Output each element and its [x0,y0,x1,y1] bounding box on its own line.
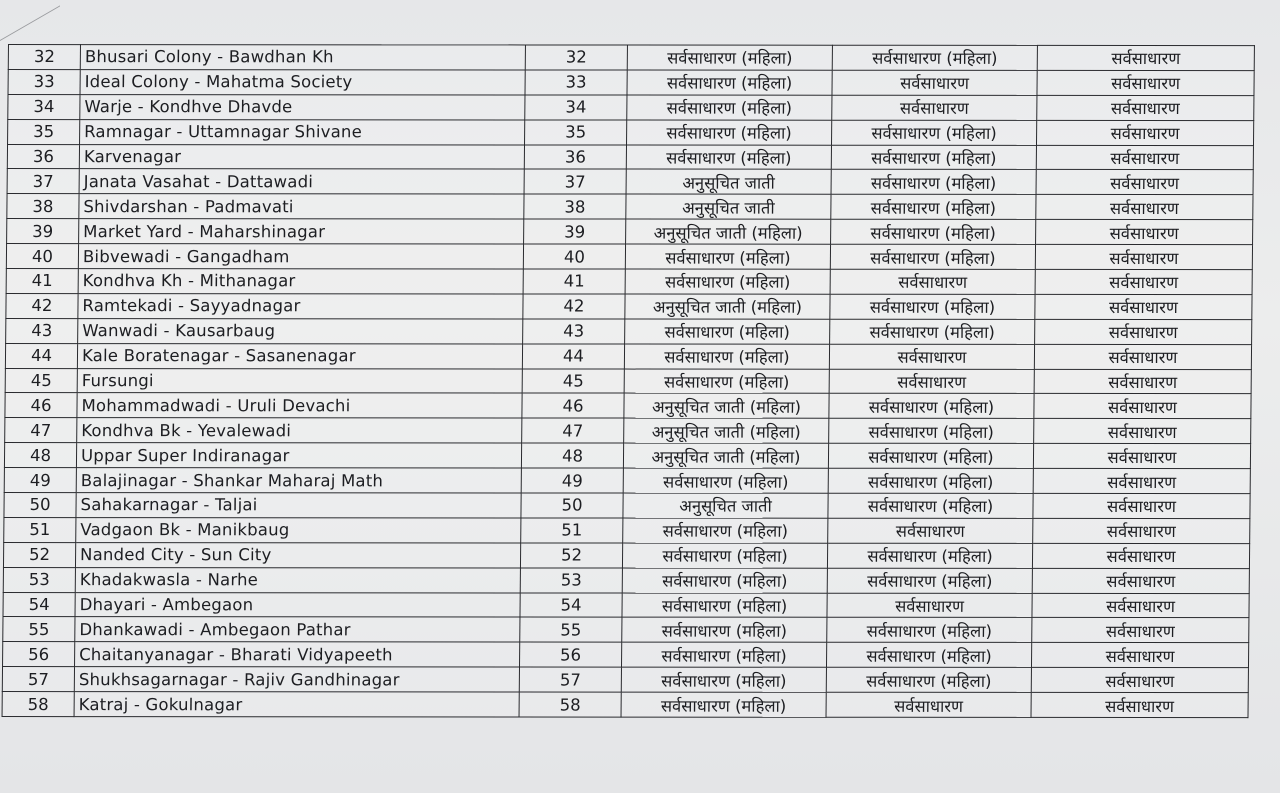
ward-name-cell: Ideal Colony - Mahatma Society [80,69,525,94]
ward-name-cell: Nanded City - Sun City [75,542,520,567]
reservation-category-b-cell: सर्वसाधारण (महिला) [828,493,1033,518]
reservation-category-c-cell: सर्वसाधारण [1036,195,1253,220]
table-row [5,393,1251,419]
reservation-category-c-cell: सर्वसाधारण [1033,469,1250,494]
serial-number-cell: 43 [6,318,78,343]
reservation-category-c-cell: सर्वसाधारण [1033,444,1250,469]
serial-number-cell: 40 [6,244,78,269]
reservation-category-c-cell: सर्वसाधारण [1032,568,1249,593]
ward-number-cell: 47 [522,418,624,443]
ward-number-cell: 32 [525,45,627,70]
ward-name-cell: Dhankawadi - Ambegaon Pathar [75,617,520,642]
ward-number-cell: 42 [523,294,625,319]
ward-name-cell: Karvenagar [79,144,524,169]
table-row [8,94,1254,120]
reservation-category-c-cell: सर्वसाधारण [1035,319,1252,344]
ward-number-cell: 35 [525,120,627,145]
reservation-category-b-cell: सर्वसाधारण (महिला) [826,668,1031,693]
reservation-category-a-cell: सर्वसाधारण (महिला) [622,543,827,568]
reservation-category-b-cell: सर्वसाधारण (महिला) [827,618,1032,643]
reservation-category-a-cell: अनुसूचित जाती [626,169,831,194]
reservation-category-a-cell: सर्वसाधारण (महिला) [624,369,829,394]
reservation-category-c-cell: सर्वसाधारण [1036,145,1253,170]
document-sheet [1,44,1260,739]
ward-number-cell: 38 [524,194,626,219]
ward-number-cell: 40 [523,244,625,269]
reservation-category-b-cell: सर्वसाधारण (महिला) [830,244,1035,269]
table-row [8,45,1254,71]
reservation-category-a-cell: सर्वसाधारण (महिला) [622,568,827,593]
reservation-category-a-cell: सर्वसाधारण (महिला) [622,593,827,618]
ward-number-cell: 44 [522,344,624,369]
ward-name-cell: Katraj - Gokulnagar [74,692,519,717]
table-row [7,219,1253,245]
reservation-category-b-cell: सर्वसाधारण (महिला) [831,195,1036,220]
reservation-category-a-cell: सर्वसाधारण (महिला) [624,344,829,369]
reservation-category-c-cell: सर्वसाधारण [1031,693,1248,718]
reservation-category-a-cell: सर्वसाधारण (महिला) [623,468,828,493]
ward-number-cell: 43 [523,319,625,344]
table-row [3,567,1249,593]
ward-name-cell: Sahakarnagar - Taljai [76,493,521,518]
ward-number-cell: 58 [519,692,621,717]
table-row [6,269,1252,295]
reservation-category-c-cell: सर्वसाधारण [1036,220,1253,245]
serial-number-cell: 50 [4,493,76,518]
reservation-category-b-cell: सर्वसाधारण (महिला) [831,170,1036,195]
serial-number-cell: 37 [7,169,79,194]
reservation-category-c-cell: सर्वसाधारण [1034,344,1251,369]
ward-number-cell: 48 [521,443,623,468]
ward-name-cell: Vadgaon Bk - Manikbaug [76,518,521,543]
reservation-category-a-cell: अनुसूचित जाती (महिला) [624,394,829,419]
serial-number-cell: 57 [2,667,74,692]
ward-name-cell: Kondhva Kh - Mithanagar [78,269,523,294]
table-row [3,542,1249,568]
reservation-category-c-cell: सर्वसाधारण [1037,70,1254,95]
serial-number-cell: 44 [5,343,77,368]
reservation-category-a-cell: अनुसूचित जाती (महिला) [624,418,829,443]
serial-number-cell: 32 [8,45,80,70]
serial-number-cell: 55 [3,617,75,642]
reservation-category-b-cell: सर्वसाधारण (महिला) [827,543,1032,568]
ward-name-cell: Wanwadi - Kausarbaug [78,318,523,343]
reservation-category-c-cell: सर्वसाधारण [1037,45,1254,70]
ward-name-cell: Warje - Kondhve Dhavde [80,94,525,119]
serial-number-cell: 48 [4,443,76,468]
reservation-category-a-cell: सर्वसाधारण (महिला) [621,642,826,667]
reservation-category-a-cell: सर्वसाधारण (महिला) [627,120,832,145]
reservation-category-b-cell: सर्वसाधारण [832,70,1037,95]
reservation-category-b-cell: सर्वसाधारण (महिला) [831,145,1036,170]
reservation-category-c-cell: सर्वसाधारण [1032,593,1249,618]
ward-number-cell: 57 [519,667,621,692]
reservation-category-a-cell: सर्वसाधारण (महिला) [627,70,832,95]
ward-name-cell: Ramtekadi - Sayyadnagar [78,293,523,318]
reservation-category-c-cell: सर्वसाधारण [1031,643,1248,668]
reservation-category-a-cell: अनुसूचित जाती (महिला) [626,219,831,244]
table-row [5,343,1251,369]
ward-name-cell: Balajinagar - Shankar Maharaj Math [76,468,521,493]
serial-number-cell: 51 [4,517,76,542]
serial-number-cell: 52 [3,542,75,567]
table-row [6,244,1252,270]
reservation-category-c-cell: सर्वसाधारण [1035,245,1252,270]
ward-name-cell: Dhayari - Ambegaon [75,592,520,617]
reservation-category-c-cell: सर्वसाधारण [1035,294,1252,319]
table-row [4,443,1250,469]
table-row [7,194,1253,220]
ward-name-cell: Kondhva Bk - Yevalewadi [77,418,522,443]
reservation-category-b-cell: सर्वसाधारण (महिला) [829,419,1034,444]
reservation-category-a-cell: अनुसूचित जाती (महिला) [623,443,828,468]
ward-number-cell: 50 [521,493,623,518]
reservation-category-b-cell: सर्वसाधारण (महिला) [827,568,1032,593]
ward-number-cell: 51 [521,518,623,543]
ward-name-cell: Mohammadwadi - Uruli Devachi [77,393,522,418]
ward-name-cell: Market Yard - Maharshinagar [79,219,524,244]
table-row [4,517,1250,543]
ward-name-cell: Bhusari Colony - Bawdhan Kh [80,45,525,70]
table-row [4,493,1250,519]
ward-number-cell: 37 [524,169,626,194]
reservation-category-b-cell: सर्वसाधारण [829,344,1034,369]
reservation-category-b-cell: सर्वसाधारण [826,692,1031,717]
serial-number-cell: 34 [8,94,80,119]
reservation-category-b-cell: सर्वसाधारण (महिला) [829,394,1034,419]
serial-number-cell: 54 [3,592,75,617]
table-row [8,119,1254,145]
ward-name-cell: Janata Vasahat - Dattawadi [79,169,524,194]
reservation-category-c-cell: सर्वसाधारण [1033,518,1250,543]
reservation-category-b-cell: सर्वसाधारण [829,369,1034,394]
serial-number-cell: 33 [8,69,80,94]
reservation-category-a-cell: सर्वसाधारण (महिला) [627,95,832,120]
ward-name-cell: Uppar Super Indiranagar [76,443,521,468]
ward-reservation-table [2,44,1255,718]
reservation-category-a-cell: सर्वसाधारण (महिला) [626,145,831,170]
serial-number-cell: 36 [7,144,79,169]
table-row [7,169,1253,195]
reservation-category-b-cell: सर्वसाधारण [827,593,1032,618]
ward-number-cell: 54 [520,593,622,618]
reservation-category-b-cell: सर्वसाधारण (महिला) [832,120,1037,145]
table-row [7,144,1253,170]
reservation-category-c-cell: सर्वसाधारण [1034,419,1251,444]
table-row [2,667,1248,693]
reservation-category-c-cell: सर्वसाधारण [1037,95,1254,120]
reservation-category-b-cell: सर्वसाधारण (महिला) [832,45,1037,70]
reservation-category-a-cell: सर्वसाधारण (महिला) [621,667,826,692]
reservation-category-c-cell: सर्वसाधारण [1035,269,1252,294]
reservation-category-c-cell: सर्वसाधारण [1032,618,1249,643]
reservation-category-b-cell: सर्वसाधारण [832,95,1037,120]
serial-number-cell: 35 [8,119,80,144]
ward-name-cell: Khadakwasla - Narhe [75,567,520,592]
ward-number-cell: 56 [519,642,621,667]
ward-name-cell: Fursungi [77,368,522,393]
table-row [6,318,1252,344]
reservation-category-c-cell: सर्वसाधारण [1032,543,1249,568]
serial-number-cell: 46 [5,393,77,418]
reservation-category-a-cell: अनुसूचित जाती [626,194,831,219]
ward-name-cell: Bibvewadi - Gangadham [78,244,523,269]
reservation-category-a-cell: सर्वसाधारण (महिला) [623,518,828,543]
reservation-category-b-cell: सर्वसाधारण [828,518,1033,543]
serial-number-cell: 58 [2,692,74,717]
ward-number-cell: 33 [525,70,627,95]
reservation-category-a-cell: सर्वसाधारण (महिला) [625,244,830,269]
serial-number-cell: 45 [5,368,77,393]
serial-number-cell: 42 [6,293,78,318]
reservation-category-b-cell: सर्वसाधारण (महिला) [828,468,1033,493]
serial-number-cell: 41 [6,269,78,294]
ward-number-cell: 55 [520,617,622,642]
table-row [4,468,1250,494]
ward-name-cell: Kale Boratenagar - Sasanenagar [77,343,522,368]
reservation-category-a-cell: अनुसूचित जाती [623,493,828,518]
reservation-category-b-cell: सर्वसाधारण (महिला) [826,643,1031,668]
ward-number-cell: 34 [525,95,627,120]
reservation-category-c-cell: सर्वसाधारण [1036,170,1253,195]
serial-number-cell: 38 [7,194,79,219]
ward-number-cell: 41 [523,269,625,294]
table-row [5,368,1251,394]
ward-name-cell: Shivdarshan - Padmavati [79,194,524,219]
reservation-category-c-cell: सर्वसाधारण [1034,394,1251,419]
table-row [6,293,1252,319]
reservation-category-a-cell: सर्वसाधारण (महिला) [625,319,830,344]
reservation-category-b-cell: सर्वसाधारण (महिला) [828,443,1033,468]
reservation-category-c-cell: सर्वसाधारण [1036,120,1253,145]
reservation-category-b-cell: सर्वसाधारण [830,269,1035,294]
table-row [5,418,1251,444]
ward-name-cell: Shukhsagarnagar - Rajiv Gandhinagar [74,667,519,692]
ward-number-cell: 45 [522,369,624,394]
table-row [8,69,1254,95]
reservation-category-a-cell: सर्वसाधारण (महिला) [622,618,827,643]
reservation-category-a-cell: सर्वसाधारण (महिला) [621,692,826,717]
serial-number-cell: 56 [3,642,75,667]
serial-number-cell: 49 [4,468,76,493]
serial-number-cell: 39 [7,219,79,244]
ward-number-cell: 39 [524,219,626,244]
reservation-category-b-cell: सर्वसाधारण (महिला) [830,294,1035,319]
table-row [3,642,1249,668]
serial-number-cell: 47 [5,418,77,443]
ward-name-cell: Chaitanyanagar - Bharati Vidyapeeth [75,642,520,667]
reservation-category-b-cell: सर्वसाधारण (महिला) [831,219,1036,244]
reservation-category-b-cell: सर्वसाधारण (महिला) [830,319,1035,344]
table-row [2,692,1248,718]
reservation-category-a-cell: सर्वसाधारण (महिला) [625,269,830,294]
table-row [3,592,1249,618]
paper-fold-line [0,0,60,41]
serial-number-cell: 53 [3,567,75,592]
reservation-category-c-cell: सर्वसाधारण [1031,668,1248,693]
ward-number-cell: 52 [520,543,622,568]
ward-number-cell: 36 [524,145,626,170]
reservation-category-a-cell: सर्वसाधारण (महिला) [627,45,832,70]
table-row [3,617,1249,643]
reservation-category-a-cell: अनुसूचित जाती (महिला) [625,294,830,319]
ward-name-cell: Ramnagar - Uttamnagar Shivane [80,119,525,144]
table-body [2,45,1254,718]
ward-number-cell: 49 [521,468,623,493]
ward-number-cell: 53 [520,568,622,593]
reservation-category-c-cell: सर्वसाधारण [1033,493,1250,518]
reservation-category-c-cell: सर्वसाधारण [1034,369,1251,394]
ward-number-cell: 46 [522,393,624,418]
